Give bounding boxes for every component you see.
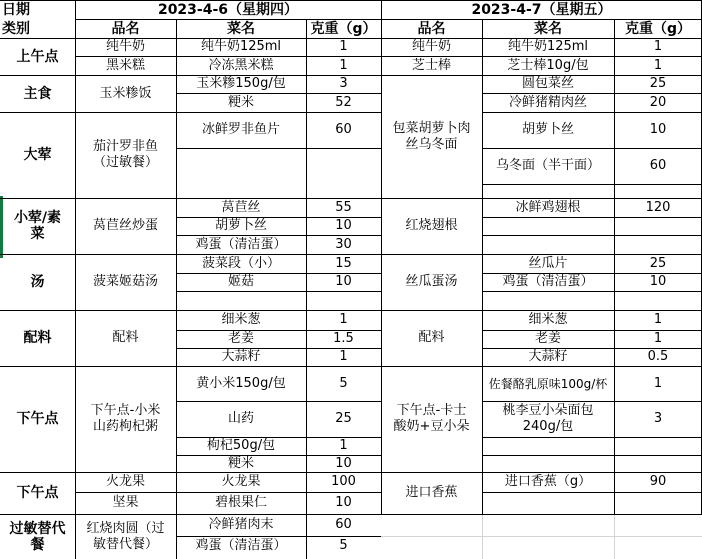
grid-border (306, 19, 307, 559)
grid-border (75, 0, 76, 559)
grid-border (482, 492, 702, 493)
day1-ingredient-cell[interactable]: 粳米 (227, 94, 254, 110)
grid-border (0, 366, 702, 367)
day2-ingredient-cell[interactable]: 胡萝卜丝 (521, 122, 574, 137)
grid-border (482, 217, 702, 218)
day1-ingredient-cell[interactable]: 姬菇 (227, 274, 254, 289)
grid-border (482, 93, 702, 94)
day2-ingredient-cell[interactable]: 冷鲜猪精肉丝 (508, 94, 587, 110)
day2-date-header[interactable]: 2023-4-7（星期五） (471, 1, 612, 18)
day2-weight-cell[interactable]: 1 (653, 57, 663, 73)
day1-ingredient-cell[interactable]: 细米葱 (221, 312, 261, 327)
day1-weight-cell[interactable]: 1 (339, 39, 348, 54)
type-header-label[interactable]: 类别 (2, 20, 30, 37)
grid-border (0, 310, 702, 311)
grid-border (482, 273, 702, 274)
grid-border (176, 455, 381, 456)
day2-ingredient-col-header[interactable]: 菜名 (534, 20, 562, 37)
grid-border (482, 235, 702, 236)
day2-ingredient-cell[interactable]: 纯牛奶125ml (507, 39, 589, 54)
day2-ingredient-cell[interactable]: 圆包菜丝 (521, 76, 574, 91)
grid-border (176, 437, 381, 438)
category-cell[interactable]: 过敏替代 餐 (9, 520, 66, 553)
day1-dish-cell[interactable]: 火龙果 (105, 474, 145, 489)
grid-border (0, 38, 702, 39)
day1-weight-cell[interactable]: 15 (335, 255, 352, 271)
day2-ingredient-cell[interactable]: 进口香蕉（g） (504, 474, 592, 489)
day1-weight-cell[interactable]: 10 (335, 455, 352, 471)
category-cell[interactable]: 上午点 (16, 48, 59, 65)
day1-ingredient-cell[interactable]: 鸡蛋（清洁蛋） (195, 538, 287, 553)
day1-dish-cell[interactable]: 莴苣丝炒蛋 (92, 218, 158, 233)
grid-border (0, 514, 702, 515)
day1-ingredient-cell[interactable]: 粳米 (227, 455, 254, 471)
day2-dish-cell[interactable]: 下午点-卡士 酸奶+豆小朵 (393, 403, 470, 434)
category-cell[interactable]: 下午点 (16, 485, 59, 501)
day1-weight-cell[interactable]: 60 (335, 517, 352, 532)
day2-weight-cell[interactable]: 20 (649, 94, 667, 110)
day1-dish-cell[interactable]: 茄汁罗非鱼 （过敏餐） (92, 139, 158, 170)
day1-weight-cell[interactable]: 60 (335, 122, 352, 137)
day1-ingredient-cell[interactable]: 纯牛奶125ml (200, 39, 282, 54)
day1-dish-cell[interactable]: 黑米糕 (105, 57, 145, 73)
grid-border (176, 348, 381, 349)
day1-ingredient-cell[interactable]: 枸杞50g/包 (206, 438, 276, 453)
day2-weight-cell[interactable]: 1 (653, 331, 663, 346)
day2-weight-cell[interactable]: 60 (649, 158, 667, 173)
day2-ingredient-cell[interactable]: 桃李豆小朵面包 240g/包 (502, 403, 594, 434)
day1-dish-cell[interactable]: 下午点-小米 山药枸杞粥 (90, 403, 161, 434)
grid-border (482, 112, 702, 113)
grid-border (482, 330, 702, 331)
grid-border (176, 273, 381, 274)
grid-border (0, 472, 702, 473)
day1-weight-cell[interactable]: 100 (331, 474, 356, 489)
day1-weight-cell[interactable]: 1 (339, 438, 348, 453)
day1-ingredient-cell[interactable]: 碧根果仁 (214, 495, 267, 510)
day1-dish-cell[interactable]: 坚果 (112, 495, 139, 510)
day1-dish-cell[interactable]: 玉米糁饭 (99, 85, 152, 101)
category-cell[interactable]: 主食 (23, 85, 52, 102)
day1-ingredient-cell[interactable]: 冷冻黑米糕 (208, 57, 274, 73)
day2-weight-cell[interactable]: 10 (649, 122, 667, 137)
grid-border (482, 148, 702, 149)
grid-border (482, 455, 702, 456)
grid-border (176, 93, 381, 94)
grid-border (0, 198, 702, 199)
grid-border (482, 437, 702, 438)
gridline (381, 536, 702, 537)
grid-border (176, 235, 381, 236)
day1-dish-cell[interactable]: 纯牛奶 (105, 39, 145, 54)
grid-border (482, 291, 702, 292)
day1-ingredient-cell[interactable]: 莴苣丝 (221, 199, 261, 215)
grid-border (176, 19, 177, 559)
day2-ingredient-cell[interactable]: 细米葱 (528, 312, 568, 327)
grid-border (482, 184, 702, 185)
day1-ingredient-cell[interactable]: 冰鲜罗非鱼片 (201, 122, 280, 137)
day1-weight-cell[interactable]: 1.5 (333, 331, 354, 346)
day2-ingredient-cell[interactable]: 老姜 (534, 331, 561, 346)
grid-border (176, 217, 381, 218)
grid-border (176, 291, 381, 292)
day1-weight-cell[interactable]: 30 (335, 236, 352, 252)
day2-weight-cell[interactable]: 1 (653, 375, 663, 391)
day1-weight-cell[interactable]: 1 (339, 312, 348, 327)
day1-dish-cell[interactable]: 菠菜姬菇汤 (92, 274, 158, 289)
day2-ingredient-cell[interactable]: 乌冬面（半干面） (495, 158, 600, 173)
day1-ingredient-cell[interactable]: 冷鲜猪肉末 (208, 517, 274, 532)
day1-weight-cell[interactable]: 55 (335, 199, 352, 215)
grid-border (75, 56, 702, 57)
day2-ingredient-cell[interactable]: 佐餐酪乳原味100g/杯 (488, 376, 608, 391)
day2-ingredient-cell[interactable]: 冰鲜鸡翅根 (515, 199, 581, 215)
day1-ingredient-cell[interactable]: 山药 (227, 411, 254, 426)
day1-dish-col-header[interactable]: 品名 (111, 20, 140, 37)
grid-border (0, 0, 702, 1)
day1-dish-cell[interactable]: 配料 (112, 330, 139, 345)
day1-ingredient-cell[interactable]: 黄小米150g/包 (196, 375, 286, 391)
day1-weight-cell[interactable]: 10 (335, 274, 352, 289)
day1-ingredient-cell[interactable]: 玉米糁150g/包 (196, 76, 286, 91)
day2-dish-cell[interactable]: 红烧翅根 (405, 218, 458, 233)
day1-ingredient-cell[interactable]: 胡萝卜丝 (214, 218, 267, 233)
grid-border (75, 19, 702, 20)
day2-ingredient-cell[interactable]: 丝瓜片 (528, 255, 568, 271)
day1-ingredient-cell[interactable]: 火龙果 (221, 474, 261, 489)
day1-dish-cell[interactable]: 红烧肉圆（过 敏替代餐） (86, 520, 165, 552)
day2-dish-cell[interactable]: 包菜胡萝卜肉 丝乌冬面 (392, 120, 471, 152)
grid-border (176, 536, 381, 537)
day1-weight-cell[interactable]: 10 (335, 218, 352, 233)
grid-border (0, 112, 381, 113)
day2-dish-cell[interactable]: 丝瓜蛋汤 (405, 274, 458, 289)
day2-dish-cell[interactable]: 芝士棒 (411, 57, 451, 73)
grid-border (176, 330, 381, 331)
day1-weight-cell[interactable]: 1 (339, 57, 348, 73)
grid-border (381, 0, 382, 514)
day1-date-header[interactable]: 2023-4-6（星期四） (157, 1, 299, 18)
day1-ingredient-col-header[interactable]: 菜名 (227, 20, 255, 37)
day1-weight-cell[interactable]: 52 (335, 94, 352, 110)
day2-weight-cell[interactable]: 25 (649, 255, 667, 271)
grid-border (482, 348, 702, 349)
day2-weight-cell[interactable]: 120 (645, 199, 671, 215)
day1-weight-cell[interactable]: 10 (335, 495, 352, 510)
day2-weight-cell[interactable]: 1 (653, 312, 663, 327)
category-cell[interactable]: 汤 (30, 274, 45, 290)
day1-ingredient-cell[interactable]: 鸡蛋（清洁蛋） (195, 236, 287, 252)
day2-weight-cell[interactable]: 1 (653, 39, 663, 54)
day1-weight-cell[interactable]: 1 (339, 349, 348, 364)
day1-ingredient-cell[interactable]: 大蒜籽 (221, 349, 261, 364)
day2-dish-cell[interactable]: 配料 (418, 330, 445, 345)
day2-weight-cell[interactable]: 3 (653, 411, 663, 426)
category-cell[interactable]: 配料 (23, 330, 52, 346)
category-cell[interactable]: 大荤 (23, 147, 52, 163)
day2-weight-cell[interactable]: 25 (649, 76, 667, 91)
day1-weight-col-header[interactable]: 克重（g） (310, 20, 377, 37)
grid-border (0, 254, 702, 255)
date-header-label[interactable]: 日期 (2, 1, 30, 18)
category-cell[interactable]: 下午点 (16, 411, 59, 427)
day2-dish-cell[interactable]: 纯牛奶 (411, 39, 451, 54)
day1-weight-cell[interactable]: 3 (339, 76, 348, 91)
grid-border (176, 401, 381, 402)
day2-weight-cell[interactable]: 10 (649, 274, 667, 289)
day2-ingredient-cell[interactable]: 鸡蛋（清洁蛋） (502, 274, 594, 289)
gridline (482, 514, 483, 559)
day2-dish-col-header[interactable]: 品名 (417, 20, 446, 37)
day1-ingredient-cell[interactable]: 老姜 (227, 331, 254, 346)
grid-border (0, 75, 702, 76)
day2-ingredient-cell[interactable]: 大蒜籽 (528, 349, 568, 364)
category-cell[interactable]: 小荤/素 菜 (13, 210, 62, 242)
grid-border (482, 401, 702, 402)
day1-ingredient-cell[interactable]: 菠菜段（小） (201, 255, 280, 271)
day2-weight-cell[interactable]: 0.5 (647, 349, 669, 364)
day1-weight-cell[interactable]: 25 (335, 411, 352, 426)
day2-weight-col-header[interactable]: 克重（g） (624, 20, 692, 37)
day2-ingredient-cell[interactable]: 芝士棒10g/包 (507, 57, 589, 73)
day1-weight-cell[interactable]: 5 (339, 538, 348, 553)
day1-weight-cell[interactable]: 5 (339, 375, 348, 391)
grid-border (176, 148, 381, 149)
day2-weight-cell[interactable]: 90 (649, 474, 667, 489)
grid-border (75, 492, 381, 493)
day2-dish-cell[interactable]: 进口香蕉 (405, 485, 458, 500)
gridline (614, 514, 615, 559)
